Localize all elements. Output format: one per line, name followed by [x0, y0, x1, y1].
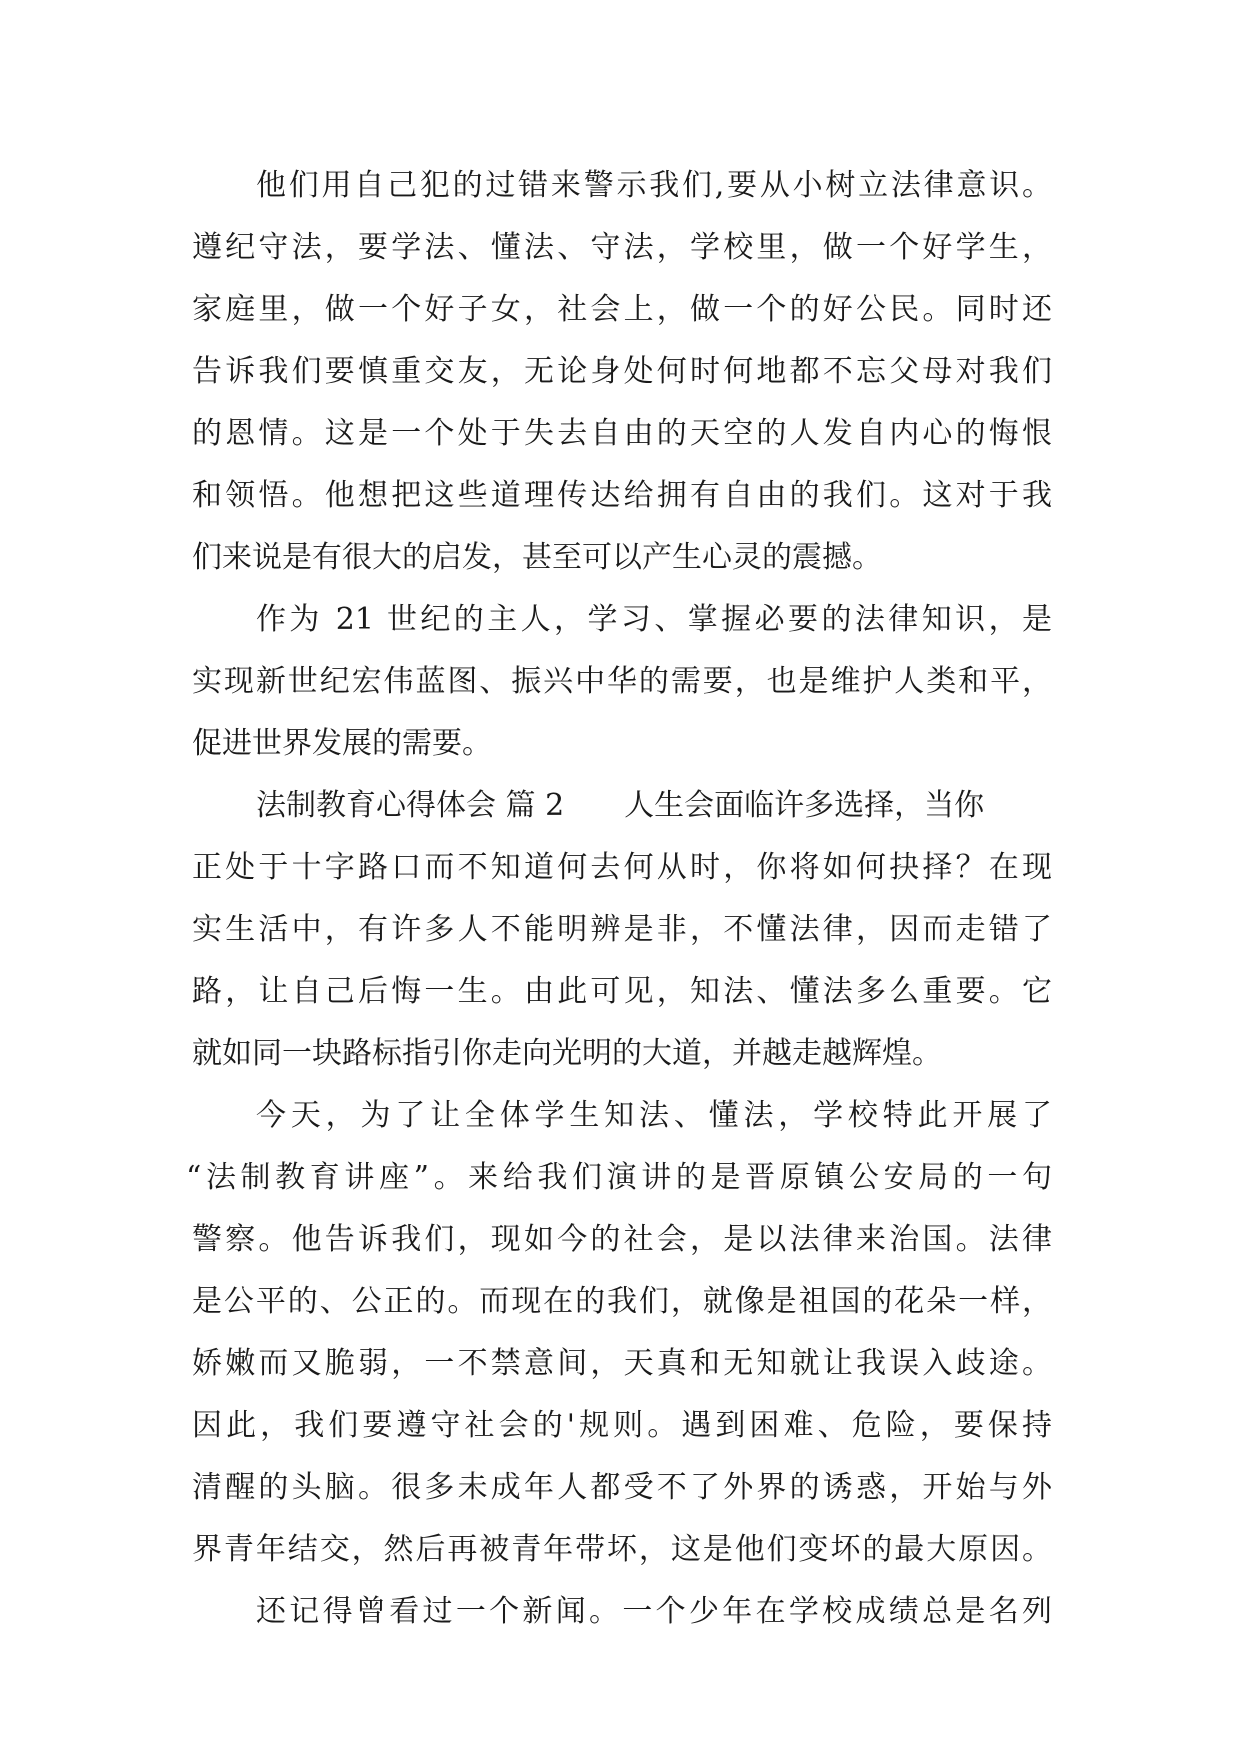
text-line: 是公平的、公正的。而现在的我们，就像是祖国的花朵一样，: [192, 1284, 1052, 1319]
text-line: 作为 21 世纪的主人，学习、掌握必要的法律知识，是: [256, 602, 1052, 637]
text-line: 遵纪守法，要学法、懂法、守法，学校里，做一个好学生，: [192, 230, 1052, 265]
section-heading: 法制教育心得体会 篇 2: [256, 788, 565, 823]
text-line: 今天，为了让全体学生知法、懂法，学校特此开展了: [256, 1098, 1052, 1133]
text-line: 实生活中，有许多人不能明辨是非，不懂法律，因而走错了: [192, 912, 1052, 947]
text-line: 娇嫩而又脆弱，一不禁意间，天真和无知就让我误入歧途。: [192, 1346, 1052, 1381]
text-line: 正处于十字路口而不知道何去何从时，你将如何抉择？在现: [192, 850, 1052, 885]
text-line: 还记得曾看过一个新闻。一个少年在学校成绩总是名列: [256, 1594, 1052, 1629]
text-line: “法制教育讲座”。来给我们演讲的是晋原镇公安局的一句: [186, 1160, 1052, 1195]
text-line: 促进世界发展的需要。: [192, 726, 492, 761]
text-line: 实现新世纪宏伟蓝图、振兴中华的需要，也是维护人类和平，: [192, 664, 1052, 699]
text-line: 界青年结交，然后再被青年带坏，这是他们变坏的最大原因。: [192, 1532, 1052, 1567]
text-line: 路，让自己后悔一生。由此可见，知法、懂法多么重要。它: [192, 974, 1052, 1009]
section-heading-line: [256, 778, 1052, 834]
text-line: 他们用自己犯的过错来警示我们,要从小树立法律意识。: [256, 168, 1052, 203]
text-line: 和领悟。他想把这些道理传达给拥有自由的我们。这对于我: [192, 478, 1052, 513]
text-line: 清醒的头脑。很多未成年人都受不了外界的诱惑，开始与外: [192, 1470, 1052, 1505]
text-segment: 人生会面临许多选择，当你: [624, 788, 985, 823]
text-line: 们来说是有很大的启发，甚至可以产生心灵的震撼。: [192, 540, 882, 575]
text-line: 家庭里，做一个好子女，社会上，做一个的好公民。同时还: [192, 292, 1052, 327]
text-line: 的恩情。这是一个处于失去自由的天空的人发自内心的悔恨: [192, 416, 1052, 451]
text-line: 告诉我们要慎重交友，无论身处何时何地都不忘父母对我们: [192, 354, 1052, 389]
text-line: 因此，我们要遵守社会的'规则。遇到困难、危险，要保持: [192, 1408, 1052, 1443]
text-line: 就如同一块路标指引你走向光明的大道，并越走越辉煌。: [192, 1036, 942, 1071]
text-line: 警察。他告诉我们，现如今的社会，是以法律来治国。法律: [192, 1222, 1052, 1257]
